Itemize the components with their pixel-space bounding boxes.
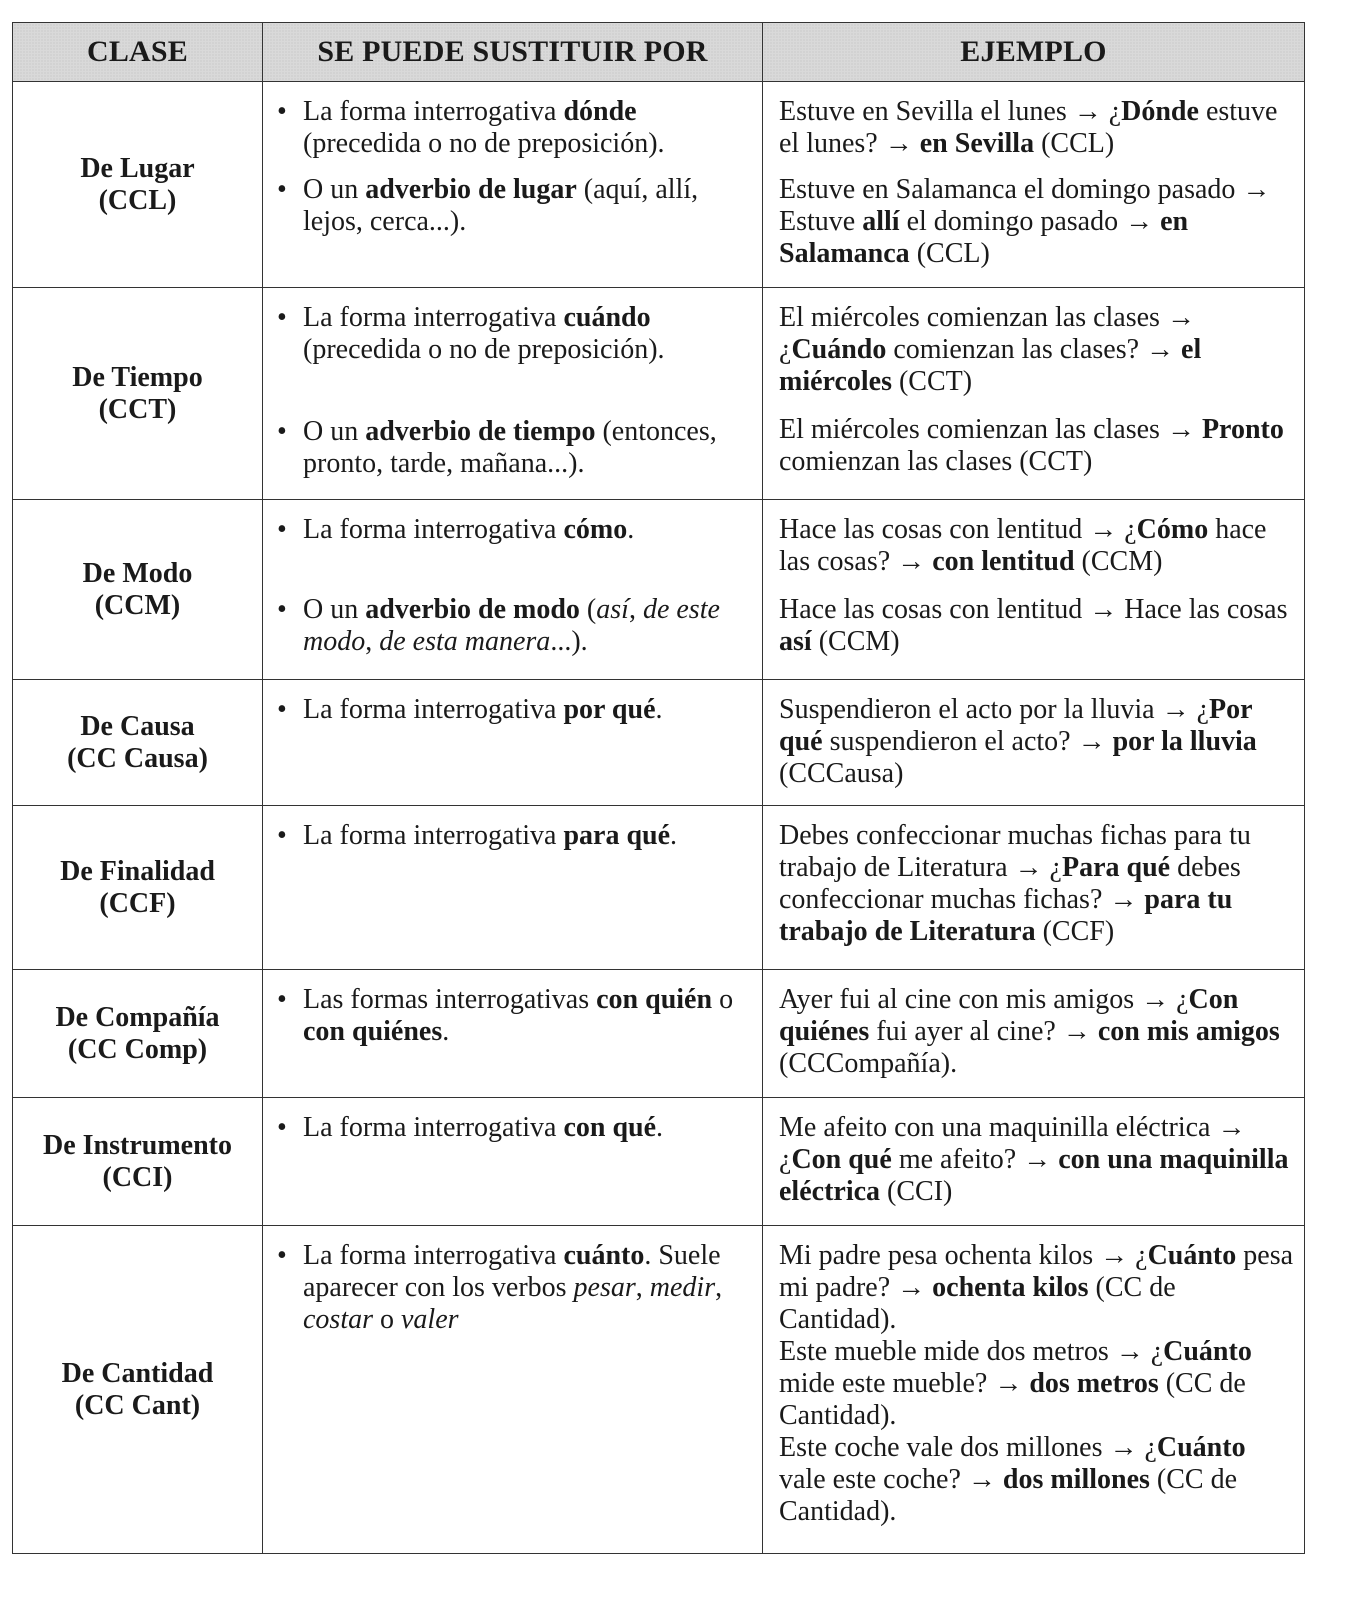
- text: .: [656, 1112, 664, 1143]
- text: o: [712, 984, 734, 1015]
- sustitucion-cell: [263, 1098, 763, 1226]
- example-item: [779, 1240, 1294, 1336]
- substitution-item: [277, 1112, 752, 1144]
- text: vale este coche? →: [779, 1464, 1003, 1495]
- bold-text: Cuánto: [1156, 1432, 1246, 1463]
- text: suspendieron el acto? →: [822, 726, 1113, 757]
- bold-text: adverbio de tiempo: [365, 416, 596, 447]
- header-row: [13, 23, 1305, 82]
- text: (CCL): [909, 238, 990, 269]
- text: (CCI): [880, 1176, 953, 1207]
- text: La forma interrogativa: [303, 514, 564, 545]
- clase-label: De Instrumento: [43, 1129, 232, 1161]
- bold-text: con lentitud: [932, 546, 1075, 577]
- bold-text: dónde: [563, 96, 637, 127]
- text: ,: [365, 626, 380, 657]
- table-row: [13, 1226, 1305, 1554]
- table-row: [13, 806, 1305, 970]
- text: La forma interrogativa: [303, 96, 564, 127]
- bold-text: con quiénes: [303, 1016, 443, 1047]
- italic-text: de esta manera: [379, 626, 551, 657]
- bold-text: con quién: [596, 984, 713, 1015]
- ejemplo-cell: [763, 680, 1305, 806]
- bold-text: en Sevilla: [919, 128, 1035, 159]
- text: ,: [715, 1272, 723, 1303]
- text: Mi padre pesa ochenta kilos → ¿: [779, 1240, 1148, 1271]
- bold-text: con mis amigos: [1097, 1016, 1280, 1047]
- text: Este coche vale dos millones → ¿: [779, 1432, 1157, 1463]
- text: Suspendieron el acto por la lluvia → ¿: [779, 694, 1209, 725]
- example-item: [779, 1432, 1294, 1528]
- clase-label: (CC Cant): [74, 1389, 201, 1421]
- text: Estuve en Salamanca el domingo pasado → Estuve: [779, 174, 1271, 237]
- header-ejemplo: EJEMPLO: [763, 23, 1305, 82]
- sustitucion-cell: [263, 680, 763, 806]
- italic-text: pesar: [573, 1272, 636, 1303]
- sustitucion-cell: [263, 82, 763, 288]
- table-row: [13, 970, 1305, 1098]
- clase-label: De Finalidad: [60, 855, 215, 887]
- text: estuve el lunes? →: [779, 96, 1278, 159]
- sustitucion-cell: [263, 1226, 763, 1554]
- text: Hace las cosas con lentitud → Hace las cosas: [779, 594, 1288, 625]
- example-item: [779, 694, 1294, 790]
- table-row: [13, 500, 1305, 680]
- sustitucion-cell: [263, 288, 763, 500]
- text: .: [655, 694, 663, 725]
- substitution-item: [277, 984, 752, 1048]
- bold-text: para qué: [563, 820, 671, 851]
- text: Hace las cosas con lentitud → ¿: [779, 514, 1137, 545]
- text: Debes confeccionar muchas fichas para tu trabajo de Literatura → ¿: [779, 820, 1251, 883]
- text: Me afeito con una maquinilla eléctrica → ¿: [779, 1112, 1246, 1175]
- bold-text: cuándo: [563, 302, 651, 333]
- bold-text: el miércoles: [779, 334, 1202, 397]
- clase-label: (CC Causa): [67, 742, 208, 774]
- example-item: [779, 414, 1294, 478]
- substitution-item: [277, 416, 752, 480]
- header-sustituir: SE PUEDE SUSTITUIR POR: [263, 23, 763, 82]
- clase-label: (CCM): [94, 589, 181, 621]
- italic-text: valer: [401, 1304, 459, 1335]
- table-row: [13, 82, 1305, 288]
- sustitucion-cell: [263, 500, 763, 680]
- bold-text: ochenta kilos: [932, 1272, 1089, 1303]
- clase-label: (CCI): [102, 1161, 173, 1193]
- ejemplo-cell: [763, 288, 1305, 500]
- ejemplo-cell: [763, 1226, 1305, 1554]
- substitution-item: [277, 174, 752, 238]
- example-item: [779, 96, 1294, 160]
- substitution-item: [277, 594, 752, 658]
- bold-text: allí: [862, 206, 900, 237]
- text: . Suele aparecer con los verbos: [303, 1240, 721, 1303]
- text: O un: [303, 416, 366, 447]
- ejemplo-cell: [763, 82, 1305, 288]
- header-clase: CLASE: [13, 23, 263, 82]
- text: (CCL): [1034, 128, 1115, 159]
- text: el domingo pasado →: [899, 206, 1161, 237]
- text: (CC de Cantidad).: [779, 1464, 1238, 1527]
- substitution-item: [277, 1240, 752, 1336]
- example-item: [779, 302, 1294, 398]
- example-item: [779, 1336, 1294, 1432]
- clase-label: (CCL): [98, 184, 177, 216]
- clase-label: De Compañía: [55, 1001, 220, 1033]
- bold-text: por qué: [563, 694, 656, 725]
- text: (CCCompañía).: [779, 1048, 958, 1079]
- text: fui ayer al cine? →: [869, 1016, 1098, 1047]
- clase-label: (CCF): [99, 887, 176, 919]
- text: .: [627, 514, 635, 545]
- text: (aquí, allí, lejos, cerca...).: [303, 174, 699, 237]
- bold-text: dos millones: [1002, 1464, 1150, 1495]
- bold-text: adverbio de lugar: [365, 174, 577, 205]
- clase-cell: [13, 806, 263, 970]
- clase-label: De Lugar: [80, 152, 195, 184]
- bold-text: dos metros: [1029, 1368, 1159, 1399]
- substitution-item: [277, 302, 752, 366]
- table-body: [13, 82, 1305, 1554]
- text: ,: [635, 1272, 650, 1303]
- text: O un: [303, 594, 366, 625]
- text: .: [670, 820, 678, 851]
- text: (CC de Cantidad).: [779, 1272, 1176, 1335]
- text: debes confeccionar muchas fichas? →: [779, 852, 1241, 915]
- bold-text: por la lluvia: [1112, 726, 1257, 757]
- text: (CCM): [811, 626, 900, 657]
- text: .: [442, 1016, 450, 1047]
- text: (CCT): [891, 366, 973, 397]
- text: El miércoles comienzan las clases → ¿: [779, 302, 1195, 365]
- text: La forma interrogativa: [303, 1112, 564, 1143]
- clase-cell: [13, 500, 263, 680]
- text: Estuve en Sevilla el lunes → ¿: [779, 96, 1122, 127]
- bold-text: Para qué: [1061, 852, 1171, 883]
- bold-text: Por qué: [779, 694, 1253, 757]
- clase-cell: [13, 82, 263, 288]
- bold-text: con una maquinilla eléctrica: [779, 1144, 1289, 1207]
- text: Este mueble mide dos metros → ¿: [779, 1336, 1164, 1367]
- example-item: [779, 984, 1294, 1080]
- clase-label: De Causa: [80, 710, 195, 742]
- text: La forma interrogativa: [303, 820, 564, 851]
- bold-text: Con quiénes: [779, 984, 1239, 1047]
- text: ...).: [550, 626, 588, 657]
- substitution-item: [277, 96, 752, 160]
- text: (: [579, 594, 597, 625]
- text: (CCCausa): [779, 758, 904, 789]
- bold-text: Pronto: [1201, 414, 1284, 445]
- clase-label: De Tiempo: [72, 361, 203, 393]
- table-row: [13, 1098, 1305, 1226]
- substitution-item: [277, 820, 752, 852]
- example-item: [779, 174, 1294, 270]
- bold-text: cuánto: [563, 1240, 645, 1271]
- sustitucion-cell: [263, 806, 763, 970]
- text: pesa mi padre? →: [779, 1240, 1294, 1303]
- bold-text: Cuánto: [1147, 1240, 1237, 1271]
- example-item: [779, 514, 1294, 578]
- text: Las formas interrogativas: [303, 984, 597, 1015]
- text: (CC de Cantidad).: [779, 1368, 1246, 1431]
- ejemplo-cell: [763, 500, 1305, 680]
- italic-text: medir: [649, 1272, 716, 1303]
- substitution-item: [277, 694, 752, 726]
- italic-text: de este modo: [303, 594, 720, 657]
- bold-text: Dónde: [1121, 96, 1199, 127]
- text: La forma interrogativa: [303, 694, 564, 725]
- clase-cell: [13, 970, 263, 1098]
- clase-cell: [13, 1098, 263, 1226]
- text: (precedida o no de preposición).: [303, 334, 665, 365]
- ejemplo-cell: [763, 970, 1305, 1098]
- bold-text: adverbio de modo: [365, 594, 580, 625]
- italic-text: así: [596, 594, 629, 625]
- text: La forma interrogativa: [303, 302, 564, 333]
- bold-text: en Salamanca: [779, 206, 1189, 269]
- text: (entonces, pronto, tarde, mañana...).: [303, 416, 717, 479]
- clase-label: (CC Comp): [67, 1033, 208, 1065]
- table-row: [13, 288, 1305, 500]
- example-item: [779, 1112, 1294, 1208]
- bold-text: cómo: [563, 514, 628, 545]
- ejemplo-cell: [763, 806, 1305, 970]
- substitution-item: [277, 514, 752, 546]
- bold-text: con qué: [563, 1112, 657, 1143]
- clase-label: De Modo: [82, 557, 193, 589]
- text: O un: [303, 174, 366, 205]
- bold-text: Con qué: [791, 1144, 892, 1175]
- text: me afeito? →: [891, 1144, 1059, 1175]
- text: (CCM): [1074, 546, 1163, 577]
- italic-text: costar: [303, 1304, 373, 1335]
- clase-cell: [13, 288, 263, 500]
- text: comienzan las clases? →: [886, 334, 1182, 365]
- text: o: [373, 1304, 401, 1335]
- clase-cell: [13, 1226, 263, 1554]
- text: (precedida o no de preposición).: [303, 128, 665, 159]
- ejemplo-cell: [763, 1098, 1305, 1226]
- sustitucion-cell: [263, 970, 763, 1098]
- bold-text: para tu trabajo de Literatura: [779, 884, 1233, 947]
- clase-label: De Cantidad: [61, 1357, 214, 1389]
- clase-cell: [13, 680, 263, 806]
- table-row: [13, 680, 1305, 806]
- bold-text: Cuándo: [791, 334, 887, 365]
- bold-text: Cuánto: [1163, 1336, 1252, 1367]
- clase-label: (CCT): [98, 393, 177, 425]
- text: hace las cosas? →: [779, 514, 1267, 577]
- text: comienzan las clases (CCT): [779, 446, 1093, 477]
- example-item: [779, 820, 1294, 948]
- bold-text: Cómo: [1136, 514, 1209, 545]
- bold-text: así: [779, 626, 812, 657]
- text: La forma interrogativa: [303, 1240, 564, 1271]
- text: Ayer fui al cine con mis amigos → ¿: [779, 984, 1189, 1015]
- example-item: [779, 594, 1294, 658]
- text: (CCF): [1035, 916, 1115, 947]
- text: El miércoles comienzan las clases →: [779, 414, 1202, 445]
- text: ,: [628, 594, 643, 625]
- text: mide este mueble? →: [779, 1368, 1030, 1399]
- complementos-circunstanciales-table: [12, 22, 1305, 1554]
